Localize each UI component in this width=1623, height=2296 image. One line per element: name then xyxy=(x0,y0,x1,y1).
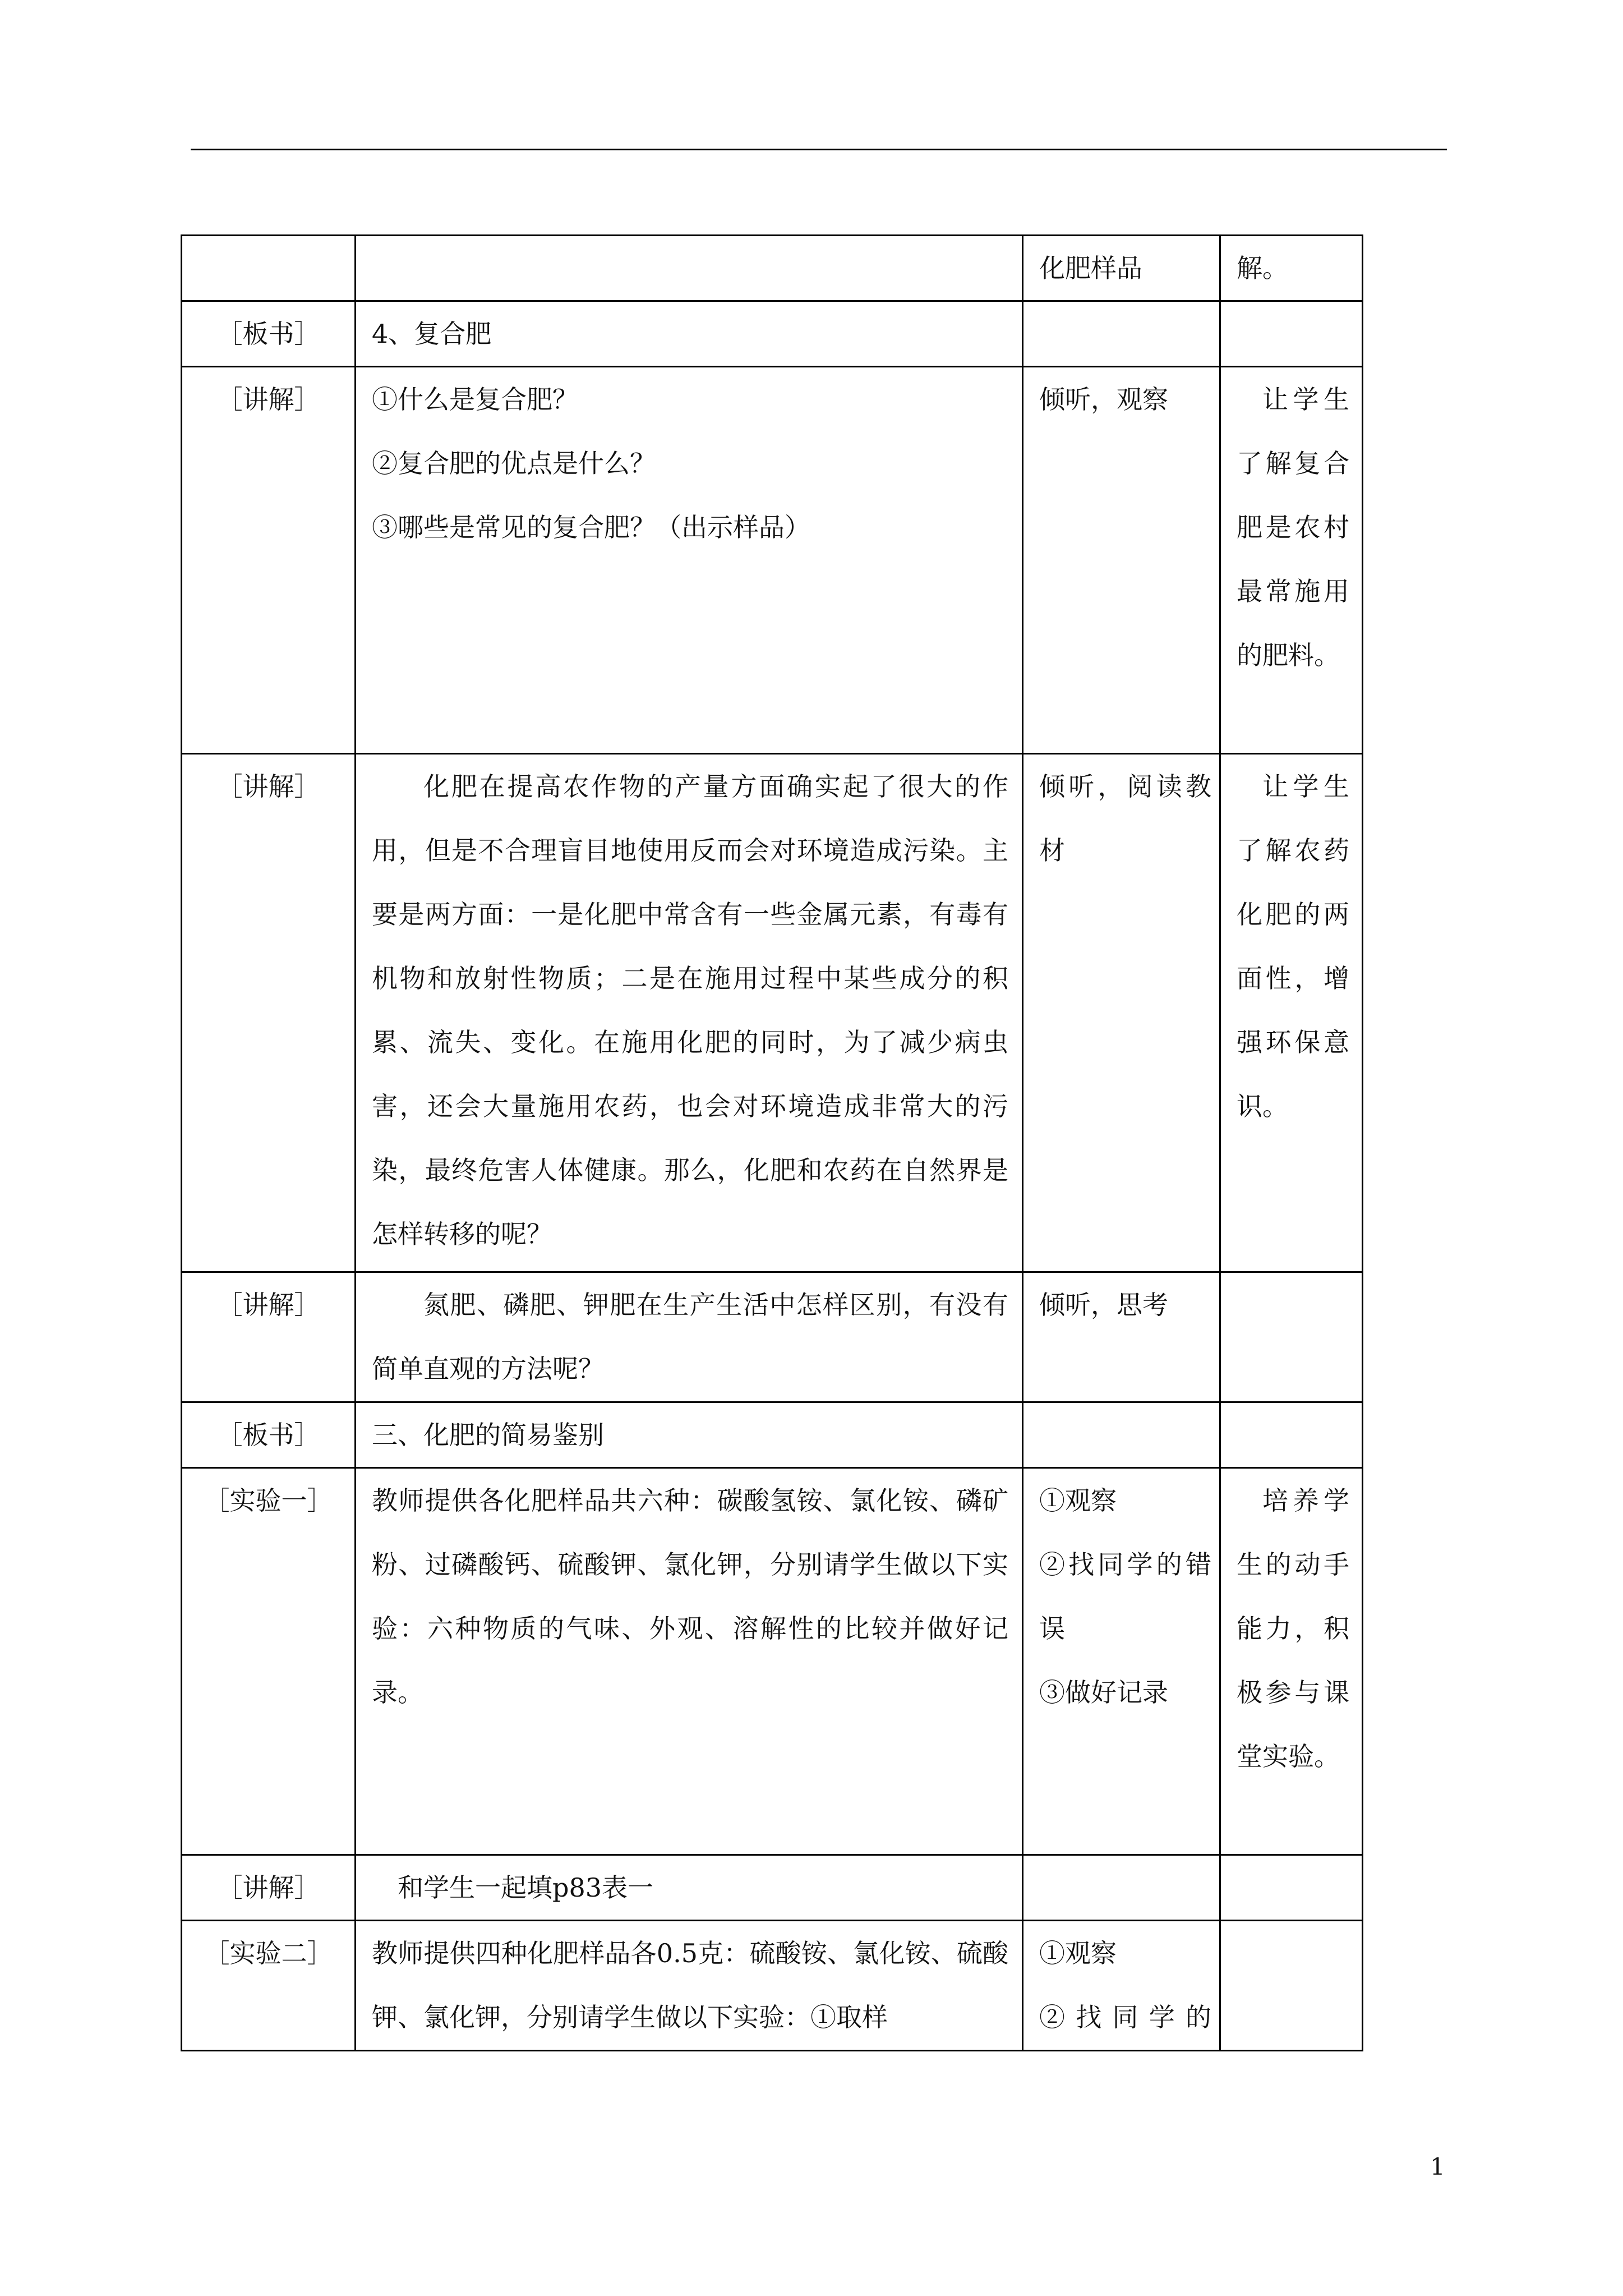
content-cell: 教师提供四种化肥样品各0.5克：硫酸铵、氯化铵、硫酸钾、氯化钾，分别请学生做以下实验：①取样 xyxy=(356,1921,1023,2051)
intent-cell xyxy=(1220,1921,1363,2051)
table-row xyxy=(182,367,1363,754)
question-line: ①什么是复合肥？ xyxy=(372,384,578,415)
content-cell xyxy=(356,367,1023,754)
lesson-plan-table xyxy=(181,234,1363,2051)
intent-cell xyxy=(1220,301,1363,367)
student-cell: 化肥样品 xyxy=(1023,236,1220,301)
step-line: ②找同学的错误 xyxy=(1039,1549,1211,1644)
activity-cell: ［板书］ xyxy=(182,301,356,367)
table-row xyxy=(182,1855,1363,1921)
student-cell: 倾听，思考 xyxy=(1023,1272,1220,1402)
student-cell xyxy=(1023,1402,1220,1468)
table-row xyxy=(182,301,1363,367)
intent-cell xyxy=(1220,1855,1363,1921)
intent-cell: 解。 xyxy=(1220,236,1363,301)
step-line: ①观察 xyxy=(1039,1938,1117,1968)
student-cell xyxy=(1023,1921,1220,2051)
page-number: 1 xyxy=(1430,2153,1445,2180)
activity-cell: ［讲解］ xyxy=(182,367,356,754)
header-rule xyxy=(191,149,1447,150)
activity-cell: ［讲解］ xyxy=(182,1272,356,1402)
content-cell: 教师提供各化肥样品共六种：碳酸氢铵、氯化铵、磷矿粉、过磷酸钙、硫酸钾、氯化钾，分别请学生做以下实验：六种物质的气味、外观、溶解性的比较并做好记录。 xyxy=(356,1468,1023,1855)
student-cell xyxy=(1023,301,1220,367)
content-cell: 和学生一起填p83表一 xyxy=(356,1855,1023,1921)
table-row xyxy=(182,236,1363,301)
content-cell xyxy=(356,236,1023,301)
activity-cell: ［实验一］ xyxy=(182,1468,356,1855)
question-line: ③哪些是常见的复合肥？（出示样品） xyxy=(372,512,810,542)
content-cell: 化肥在提高农作物的产量方面确实起了很大的作用，但是不合理盲目地使用反而会对环境造成污染。主要是两方面：一是化肥中常含有一些金属元素，有毒有机物和放射性物质；二是在施用过程中某些成分的积累、流失、变化。在施用化肥的同时，为了减少病虫害，还会大量施用农药，也会对环境造成非常大的污染，最终危害人体健康。那么，化肥和农药在自然界是怎样转移的呢？ xyxy=(356,754,1023,1272)
activity-cell: ［讲解］ xyxy=(182,1855,356,1921)
student-cell: 倾听，阅读教材 xyxy=(1023,754,1220,1272)
step-line: ①观察 xyxy=(1039,1485,1117,1516)
content-cell: 氮肥、磷肥、钾肥在生产生活中怎样区别，有没有简单直观的方法呢？ xyxy=(356,1272,1023,1402)
intent-cell: 培养学生的动手能力，积极参与课堂实验。 xyxy=(1220,1468,1363,1855)
intent-cell: 让学生了解复合肥是农村最常施用的肥料。 xyxy=(1220,367,1363,754)
table-row xyxy=(182,754,1363,1272)
intent-cell xyxy=(1220,1272,1363,1402)
intent-cell: 让学生了解农药化肥的两面性，增强环保意识。 xyxy=(1220,754,1363,1272)
step-line: ③做好记录 xyxy=(1039,1677,1168,1708)
activity-cell: ［板书］ xyxy=(182,1402,356,1468)
student-cell: 倾听，观察 xyxy=(1023,367,1220,754)
table-row xyxy=(182,1402,1363,1468)
student-cell xyxy=(1023,1468,1220,1855)
table-row xyxy=(182,1272,1363,1402)
content-cell: 三、化肥的简易鉴别 xyxy=(356,1402,1023,1468)
table-row xyxy=(182,1468,1363,1855)
table-row xyxy=(182,1921,1363,2051)
step-line: ②找同学的 xyxy=(1039,2002,1211,2032)
activity-cell: ［讲解］ xyxy=(182,754,356,1272)
question-line: ②复合肥的优点是什么？ xyxy=(372,448,656,478)
activity-cell xyxy=(182,236,356,301)
activity-cell: ［实验二］ xyxy=(182,1921,356,2051)
content-cell: 4、复合肥 xyxy=(356,301,1023,367)
student-cell xyxy=(1023,1855,1220,1921)
intent-cell xyxy=(1220,1402,1363,1468)
